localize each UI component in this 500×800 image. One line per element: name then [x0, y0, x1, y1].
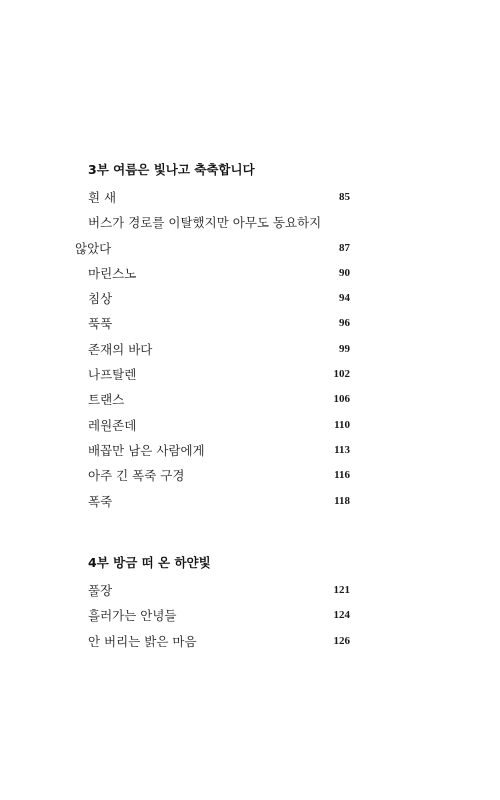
entry-title: 안 버리는 밝은 마음 [88, 633, 197, 649]
toc-entry [88, 463, 350, 488]
toc-entry [88, 489, 350, 514]
part-title: 3부 여름은 빛나고 축축합니다 [88, 162, 255, 177]
entry-page-number: 110 [334, 418, 350, 431]
entry-page-number: 126 [333, 634, 350, 647]
entry-title: 흘러가는 안녕들 [88, 608, 177, 624]
toc-entry [88, 286, 350, 311]
entry-page-number: 113 [334, 443, 350, 456]
toc-entry [88, 413, 350, 438]
entry-page-number: 121 [333, 584, 350, 596]
entry-page-number: 118 [334, 494, 350, 507]
entry-page-number: 116 [334, 469, 350, 482]
toc-entry [75, 210, 350, 261]
entry-page-number: 87 [339, 241, 350, 254]
entry-page-number: 85 [339, 191, 350, 203]
toc-part-4 [88, 553, 350, 654]
entry-title-line-2: 않았다 [75, 240, 112, 256]
entry-page-number: 99 [339, 342, 350, 355]
entry-page-number: 96 [339, 317, 350, 330]
entry-title: 나프탈렌 [88, 367, 137, 383]
entry-page-number: 94 [339, 292, 350, 305]
toc-entry [88, 629, 350, 654]
toc-entry [88, 362, 350, 387]
part-title: 4부 방금 떠 온 하얀빛 [88, 555, 211, 570]
entry-title: 레원존데 [88, 417, 137, 433]
entry-title: 아주 긴 폭죽 구경 [88, 468, 185, 484]
toc-entry [88, 438, 350, 463]
toc-entry [88, 387, 350, 412]
entry-title: 침상 [88, 291, 113, 307]
entry-page-number: 102 [333, 368, 350, 381]
entry-title: 존재의 바다 [88, 341, 153, 357]
toc-entry [88, 311, 350, 336]
entry-title-line-1: 버스가 경로를 이탈했지만 아무도 동요하지 [88, 215, 322, 231]
entry-title: 마린스노 [88, 265, 137, 281]
entry-title: 폭죽 [88, 493, 113, 509]
entry-title: 흰 새 [88, 190, 117, 205]
entry-title: 풀장 [88, 583, 113, 598]
entry-page-number: 124 [333, 609, 350, 622]
toc-entry [88, 578, 350, 603]
entry-page-number: 106 [333, 393, 350, 406]
entry-title: 배꼽만 남은 사람에게 [88, 442, 205, 458]
entry-title: 푹푹 [88, 316, 113, 332]
toc-entry [88, 185, 350, 210]
entry-title: 트랜스 [88, 392, 125, 408]
entry-page-number: 90 [339, 266, 350, 279]
toc-entry [88, 603, 350, 628]
toc-entry [88, 261, 350, 286]
toc-part-3 [75, 160, 350, 514]
toc-entry [88, 337, 350, 362]
